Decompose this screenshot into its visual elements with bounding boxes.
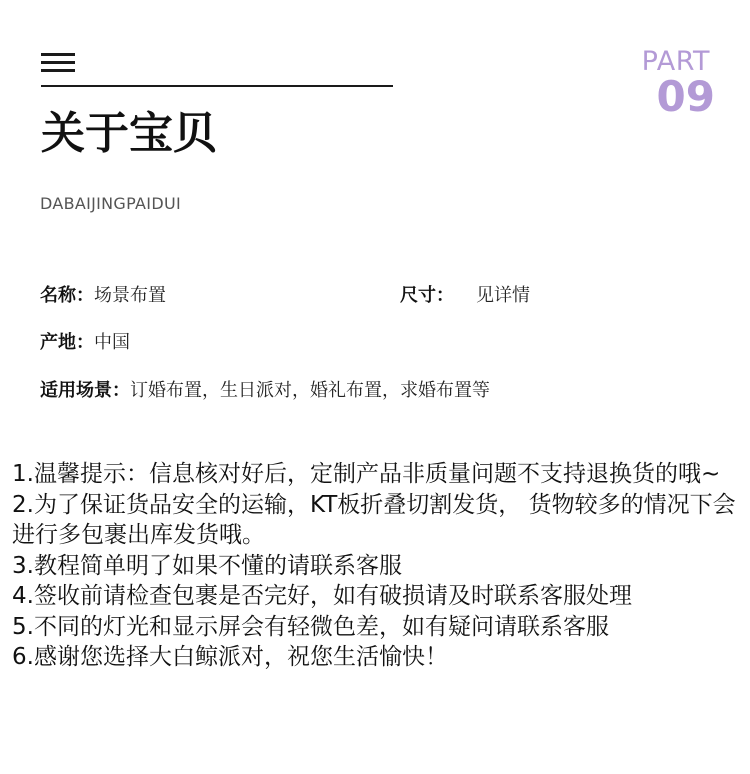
spec-origin-value: 中国	[94, 332, 130, 353]
spec-usage-label: 适用场景：	[40, 380, 130, 401]
note-item: 3.教程简单明了如果不懂的请联系客服	[12, 552, 402, 579]
note-item: 2.为了保证货品安全的运输，KT板折叠切割发货， 货物较多的情况下会进行多包裹出库发货哦。	[12, 491, 736, 548]
spec-size	[400, 281, 530, 307]
note-item: 1.温馨提示：信息核对好后，定制产品非质量问题不支持退换货的哦~	[12, 461, 721, 487]
spec-origin	[40, 328, 130, 354]
spec-name-value: 场景布置	[94, 285, 166, 306]
menu-line	[41, 53, 75, 56]
part-number: 09	[656, 72, 715, 121]
spec-size-value: 见详情	[476, 285, 530, 306]
part-label: PART	[641, 46, 710, 77]
menu-line	[41, 69, 75, 72]
spec-name-label: 名称：	[40, 285, 94, 306]
hamburger-menu-icon[interactable]	[41, 53, 75, 73]
spec-usage	[40, 376, 490, 402]
notes-list	[12, 459, 737, 673]
spec-size-label: 尺寸：	[400, 285, 454, 306]
spec-usage-value: 订婚布置，生日派对，婚礼布置，求婚布置等	[130, 380, 490, 401]
note-item: 6.感谢您选择大白鲸派对，祝您生活愉快！	[12, 644, 448, 670]
note-item: 4.签收前请检查包裹是否完好，如有破损请及时联系客服处理	[12, 583, 632, 609]
page-subtitle: DABAIJINGPAIDUI	[40, 194, 181, 213]
note-item: 5.不同的灯光和显示屏会有轻微色差，如有疑问请联系客服	[12, 613, 609, 640]
spec-name	[40, 281, 166, 307]
page-title: 关于宝贝	[41, 108, 217, 159]
menu-line	[41, 61, 75, 64]
header-divider	[41, 85, 393, 87]
spec-origin-label: 产地：	[40, 332, 94, 353]
